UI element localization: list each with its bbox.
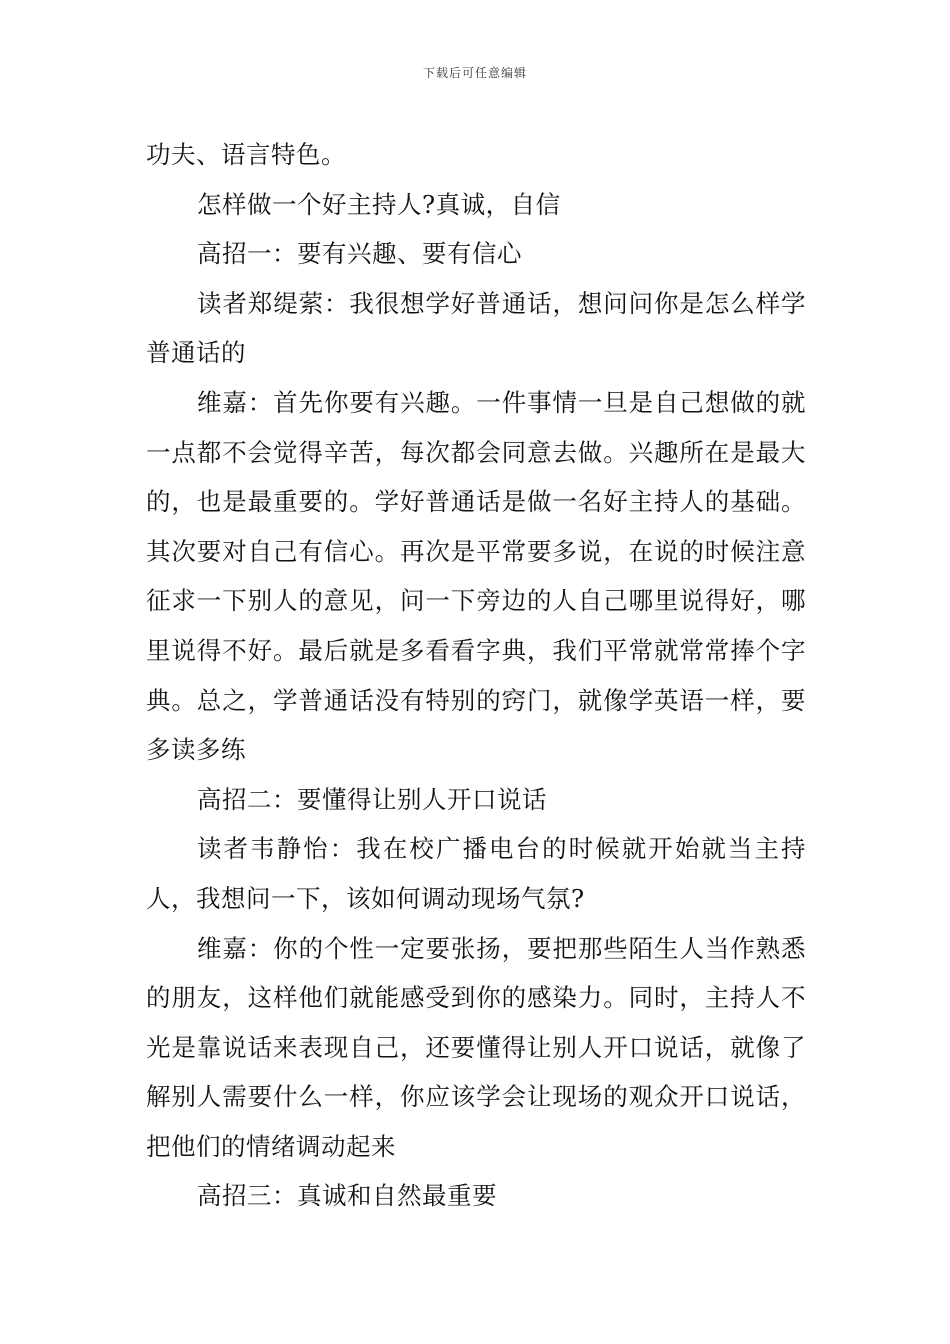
page-header: 下载后可任意编辑 xyxy=(422,66,527,80)
paragraph-reader-question-wei: 读者韦静怡：我在校广播电台的时候就开始就当主持人，我想问一下，该如何调动现场气氛? xyxy=(146,834,806,913)
document-body xyxy=(146,130,806,1221)
paragraph-how-to-host: 怎样做一个好主持人?真诚，自信 xyxy=(197,189,561,219)
paragraph-weijia-answer-one: 维嘉：首先你要有兴趣。一件事情一旦是自己想做的就一点都不会觉得辛苦，每次都会同意去做。兴趣所在是最大的，也是最重要的。学好普通话是做一名好主持人的基础。其次要对自己有信心。再次是平常要多说，在说的时候注意征求一下别人的意见，问一下旁边的人自己哪里说得好，哪里说得不好。最后就是多看看字典，我们平常就常常捧个字典。总之，学普通话没有特别的窍门，就像学英语一样，要多读多练 xyxy=(146,387,806,765)
paragraph-reader-question-zheng: 读者郑缇萦：我很想学好普通话，想问问你是怎么样学普通话的 xyxy=(146,288,806,368)
section-heading-tip-three: 高招三：真诚和自然最重要 xyxy=(197,1181,497,1211)
section-heading-tip-two: 高招二：要懂得让别人开口说话 xyxy=(197,784,547,814)
paragraph-weijia-answer-two: 维嘉：你的个性一定要张扬，要把那些陌生人当作熟悉的朋友，这样他们就能感受到你的感染力。同时，主持人不光是靠说话来表现自己，还要懂得让别人开口说话，就像了解别人需要什么一样，你应该学会让现场的观众开口说话，把他们的情绪调动起来 xyxy=(146,933,806,1161)
paragraph-intro-continuation: 功夫、语言特色。 xyxy=(146,140,346,169)
section-heading-tip-one: 高招一：要有兴趣、要有信心 xyxy=(197,239,522,269)
